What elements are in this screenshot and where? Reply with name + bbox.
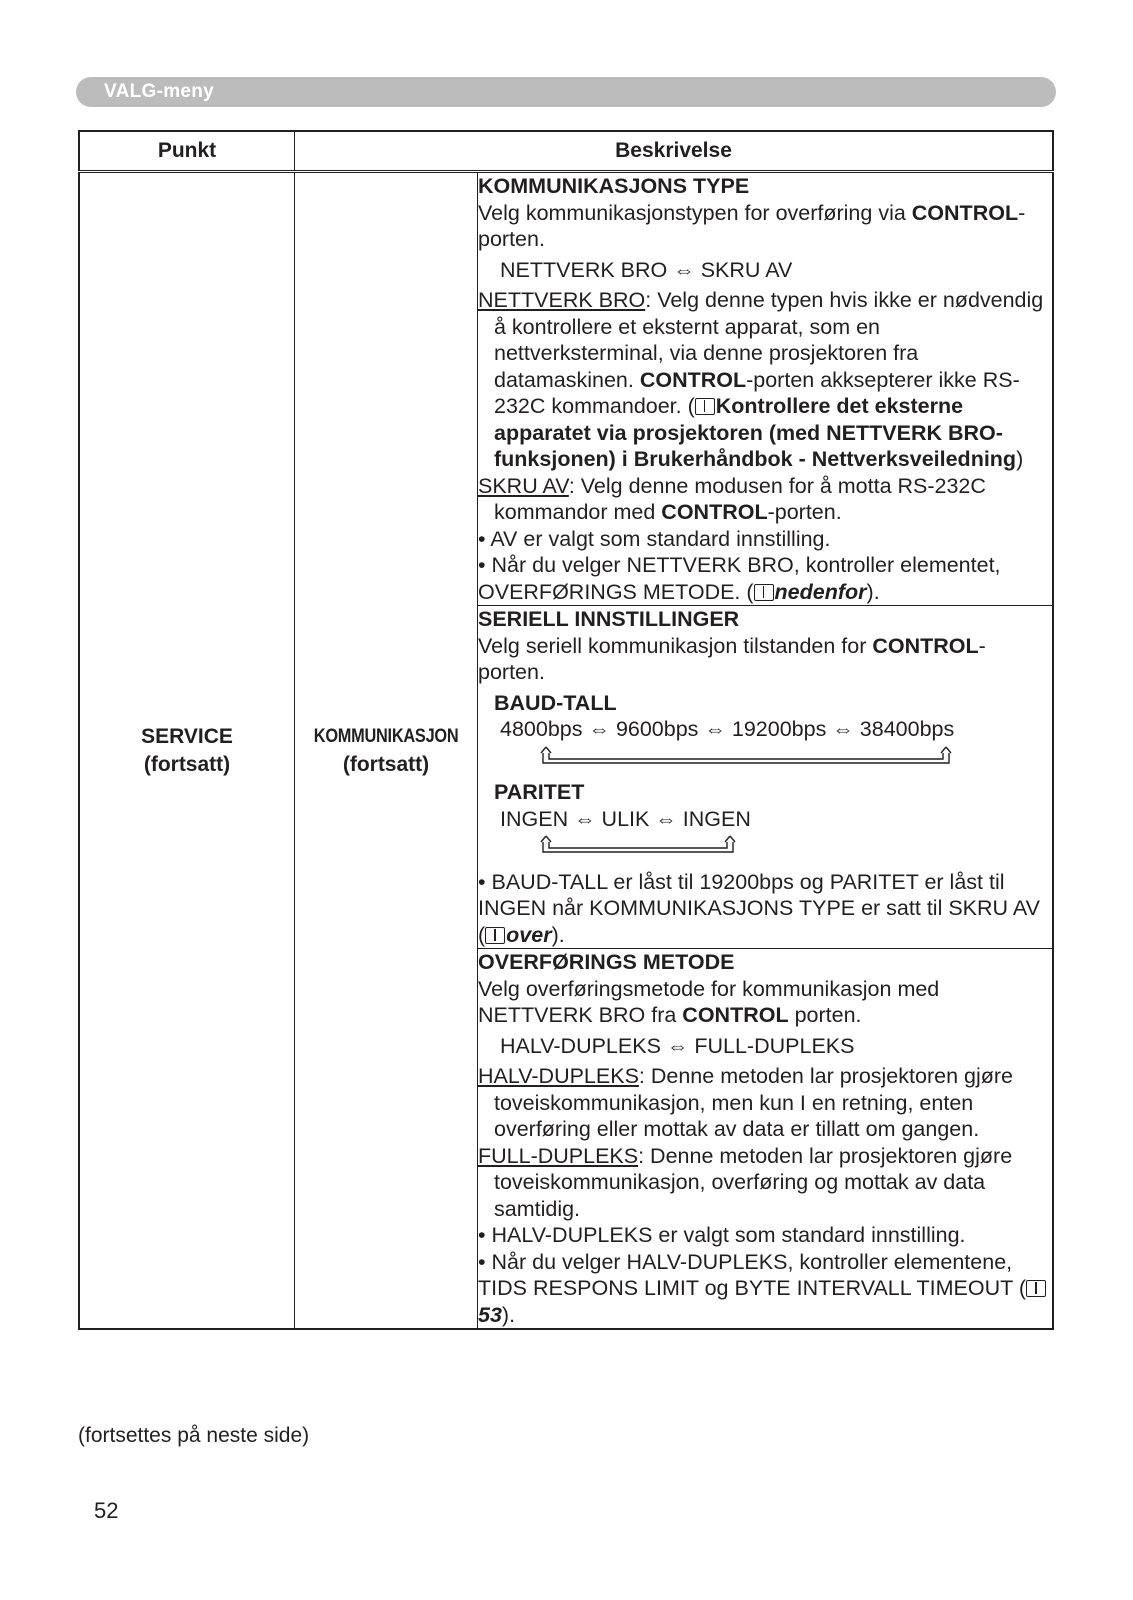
komm-type-bullet-2: • Når du velger NETTVERK BRO, kontroller elementet, OVERFØRINGS METODE. ( nedenfor). <box>478 553 1001 604</box>
punkt-cell <box>79 172 295 1330</box>
seriell-cell <box>478 606 1054 949</box>
page-number: 52 <box>94 1498 119 1523</box>
table-header-row <box>79 131 1053 172</box>
komm-type-intro: Velg kommunikasjonstypen for overføring via CONTROL-porten. <box>478 200 1026 251</box>
sub-item-cell <box>295 172 478 1330</box>
paritet-label: PARITET <box>494 780 585 804</box>
book-icon <box>485 927 505 944</box>
seriell-title: SERIELL INNSTILLINGER <box>478 607 740 631</box>
overforing-bullet-2: • Når du velger HALV-DUPLEKS, kontroller elementene, TIDS RESPONS LIMIT og BYTE INTERVALL TIMEOUT (53). <box>478 1249 1052 1329</box>
sub-item-label: KOMMUNIKASJON <box>313 726 459 747</box>
book-icon <box>754 584 774 601</box>
seriell-note: • BAUD-TALL er låst til 19200bps og PARITET er låst til INGEN når KOMMUNIKASJONS TYPE er satt til SKRU AV ( over). <box>478 869 1040 947</box>
baud-options: 4800bps ⇔ 9600bps ⇔ 19200bps ⇔ 38400bps <box>500 717 955 741</box>
col-header-beskrivelse: Beskrivelse <box>295 131 1054 172</box>
komm-type-title: KOMMUNIKASJONS TYPE <box>478 174 750 198</box>
book-icon <box>1026 1280 1046 1297</box>
table-row <box>79 172 1053 606</box>
komm-type-options: NETTVERK BRO ⇔ SKRU AV <box>500 257 793 282</box>
punkt-label: SERVICE <box>141 724 233 748</box>
overforing-bullet-1: • HALV-DUPLEKS er valgt som standard innstilling. <box>478 1223 966 1247</box>
baud-cycle-arrow <box>540 743 952 767</box>
book-icon <box>695 398 715 415</box>
seriell-intro: Velg seriell kommunikasjon tilstanden for CONTROL-porten. <box>478 633 986 684</box>
continued-note: (fortsettes på neste side) <box>78 1424 310 1447</box>
overforing-cell <box>478 949 1054 1330</box>
overforing-options: HALV-DUPLEKS ⇔ FULL-DUPLEKS <box>500 1033 855 1058</box>
baud-label: BAUD-TALL <box>494 690 617 715</box>
sub-item-continued: (fortsatt) <box>342 753 430 776</box>
options-table <box>78 130 1054 1330</box>
komm-type-skru-av: SKRU AV: Velg denne modusen for å motta RS-232C kommandor med CONTROL-porten. <box>478 473 986 524</box>
punkt-continued: (fortsatt) <box>143 752 231 776</box>
section-header-bar <box>76 77 1056 107</box>
komm-type-cell <box>478 172 1054 606</box>
col-header-punkt: Punkt <box>79 131 295 172</box>
paritet-cycle-arrow <box>540 832 736 856</box>
section-title: VALG-meny <box>104 81 215 102</box>
overforing-halv: HALV-DUPLEKS: Denne metoden lar prosjektoren gjøre toveiskommunikasjon, men kun I en retning, enten overføring eller mottak av data er tillatt om gangen. <box>478 1064 1013 1141</box>
komm-type-bullet-1: • AV er valgt som standard innstilling. <box>478 526 831 551</box>
paritet-options: INGEN ⇔ ULIK ⇔ INGEN <box>500 806 751 831</box>
overforing-intro: Velg overføringsmetode for kommunikasjon med NETTVERK BRO fra CONTROL porten. <box>478 976 940 1027</box>
overforing-title: OVERFØRINGS METODE <box>478 950 735 974</box>
komm-type-nettverk-bro: NETTVERK BRO: Velg denne typen hvis ikke er nødvendig å kontrollere et eksternt apparat, som en nettverksterminal, via denne prosjektoren fra datamaskinen. CONTROL-porten akksepterer ikke RS-232C kommandoer. ( Kontrollere det eksterne apparatet via prosjektoren (med NETTVERK BRO-funksjonen) i Brukerhåndbok - Nettverksveiledning) <box>478 288 1044 471</box>
overforing-full: FULL-DUPLEKS: Denne metoden lar prosjektoren gjøre toveiskommunikasjon, overføring og mottak av data samtidig. <box>478 1143 1013 1221</box>
